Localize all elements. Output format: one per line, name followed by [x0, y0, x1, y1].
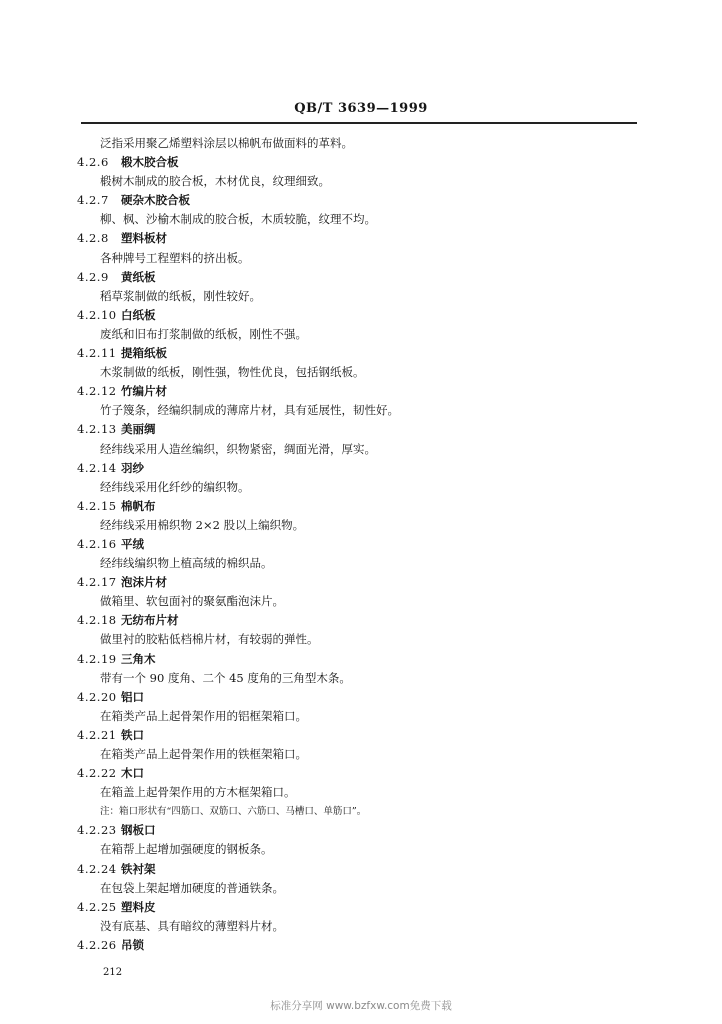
clause-number: 4.2.10 — [77, 307, 117, 322]
clause-number: 4.2.7 — [77, 193, 109, 208]
clause-term: 硬杂木胶合板 — [121, 193, 190, 208]
clause-heading — [77, 688, 637, 707]
clause-number: 4.2.22 — [77, 766, 117, 781]
clause-term: 木口 — [121, 766, 144, 781]
clause-heading — [77, 382, 637, 401]
header-rule — [81, 122, 637, 124]
clause-number: 4.2.13 — [77, 422, 117, 437]
clause-heading — [77, 898, 637, 917]
clause-term: 棉帆布 — [121, 498, 156, 513]
definition-text: 在箱类产品上起骨架作用的铝框架箱口。 — [100, 708, 307, 723]
definition-text: 竹子篾条，经编织制成的薄席片材，具有延展性，韧性好。 — [100, 403, 399, 418]
clause-number: 4.2.21 — [77, 727, 117, 742]
clause-number: 4.2.9 — [77, 269, 109, 284]
definition-text: 经纬线编织物上植高绒的棉织品。 — [100, 556, 273, 571]
definition-text: 在箱盖上起骨架作用的方木框架箱口。 — [100, 785, 296, 800]
clause-heading — [77, 764, 637, 783]
clause-heading — [77, 268, 637, 287]
definition-text: 稻草浆制做的纸板，刚性较好。 — [100, 288, 261, 303]
definition-text: 带有一个 90 度角、二个 45 度角的三角型木条。 — [100, 670, 351, 685]
clause-heading — [77, 611, 637, 630]
clause-heading — [77, 306, 637, 325]
clause-term: 提箱纸板 — [121, 346, 167, 361]
definition-text: 废纸和旧布打浆制做的纸板，刚性不强。 — [100, 326, 307, 341]
clause-heading — [77, 650, 637, 669]
clause-term: 无纺布片材 — [121, 613, 179, 628]
clause-term: 铁口 — [121, 727, 144, 742]
definition-text: 柳、枫、沙榆木制成的胶合板，木质较脆，纹理不均。 — [100, 212, 376, 227]
definition-text: 木浆制做的纸板，刚性强，物性优良，包括钢纸板。 — [100, 365, 365, 380]
clause-term: 吊锁 — [121, 937, 144, 952]
clause-number: 4.2.17 — [77, 575, 117, 590]
definition-text: 在箱类产品上起骨架作用的铁框架箱口。 — [100, 747, 307, 761]
definition-text: 经纬线采用棉织物 2×2 股以上编织物。 — [100, 517, 305, 532]
clause-number: 4.2.20 — [77, 689, 117, 704]
clause-term: 椴木胶合板 — [121, 155, 179, 170]
clause-heading — [77, 229, 637, 248]
clause-heading — [77, 726, 637, 745]
clause-number: 4.2.14 — [77, 460, 117, 475]
page-number: 212 — [103, 967, 123, 978]
clause-heading — [77, 497, 637, 516]
clause-number: 4.2.24 — [77, 861, 117, 876]
clause-number: 4.2.25 — [77, 899, 117, 914]
standard-code: QB/T 3639—1999 — [294, 101, 428, 116]
clause-term: 黄纸板 — [121, 269, 156, 284]
clause-number: 4.2.16 — [77, 536, 117, 551]
clause-heading — [77, 860, 637, 879]
clause-heading — [77, 459, 637, 478]
clause-number: 4.2.12 — [77, 384, 117, 399]
definition-text: 椴树木制成的胶合板，木材优良，纹理细致。 — [100, 174, 330, 189]
definition-text: 泛指采用聚乙烯塑料涂层以棉帆布做面料的革料。 — [100, 136, 353, 150]
clause-term: 竹编片材 — [121, 384, 167, 399]
definition-text: 在包袋上架起增加硬度的普通铁条。 — [100, 880, 284, 895]
clause-number: 4.2.6 — [77, 155, 109, 170]
clause-term: 铁衬架 — [121, 861, 156, 876]
note-text: 注：箱口形状有“四筋口、双筋口、六筋口、马槽口、单筋口”。 — [100, 806, 367, 818]
clause-number: 4.2.11 — [77, 346, 117, 361]
clause-term: 三角木 — [121, 651, 156, 666]
clause-number: 4.2.8 — [77, 231, 109, 246]
clause-term: 泡沫片材 — [121, 575, 167, 590]
clause-number: 4.2.26 — [77, 937, 117, 952]
clause-number: 4.2.19 — [77, 651, 117, 666]
definition-text: 做箱里、软包面衬的聚氨酯泡沫片。 — [100, 594, 284, 609]
clause-heading — [77, 420, 637, 439]
document-body — [77, 134, 637, 955]
clause-heading — [77, 153, 637, 172]
clause-term: 塑料皮 — [121, 899, 156, 914]
clause-term: 钢板口 — [121, 823, 156, 838]
definition-text: 做里衬的胶粘低档棉片材，有较弱的弹性。 — [100, 632, 319, 647]
definition-text: 没有底基、具有暗纹的薄塑料片材。 — [100, 918, 284, 933]
clause-heading — [77, 191, 637, 210]
clause-term: 铝口 — [121, 689, 144, 704]
clause-number: 4.2.15 — [77, 498, 117, 513]
definition-text: 在箱帮上起增加强硬度的钢板条。 — [100, 842, 273, 857]
clause-heading — [77, 535, 637, 554]
watermark-footer: 标准分享网 www.bzfxw.com免费下载 — [270, 1000, 452, 1012]
clause-term: 平绒 — [121, 536, 144, 551]
clause-heading — [77, 344, 637, 363]
clause-number: 4.2.23 — [77, 823, 117, 838]
clause-heading — [77, 821, 637, 840]
clause-term: 羽纱 — [121, 460, 144, 475]
definition-text: 经纬线采用人造丝编织，织物紧密，绸面光滑，厚实。 — [100, 441, 376, 456]
definition-text: 各种牌号工程塑料的挤出板。 — [100, 250, 250, 265]
clause-heading — [77, 573, 637, 592]
clause-number: 4.2.18 — [77, 613, 117, 628]
clause-term: 塑料板材 — [121, 231, 167, 246]
clause-term: 白纸板 — [121, 307, 156, 322]
clause-heading — [77, 936, 637, 955]
definition-text: 经纬线采用化纤纱的编织物。 — [100, 479, 250, 494]
clause-term: 美丽绸 — [121, 422, 156, 437]
